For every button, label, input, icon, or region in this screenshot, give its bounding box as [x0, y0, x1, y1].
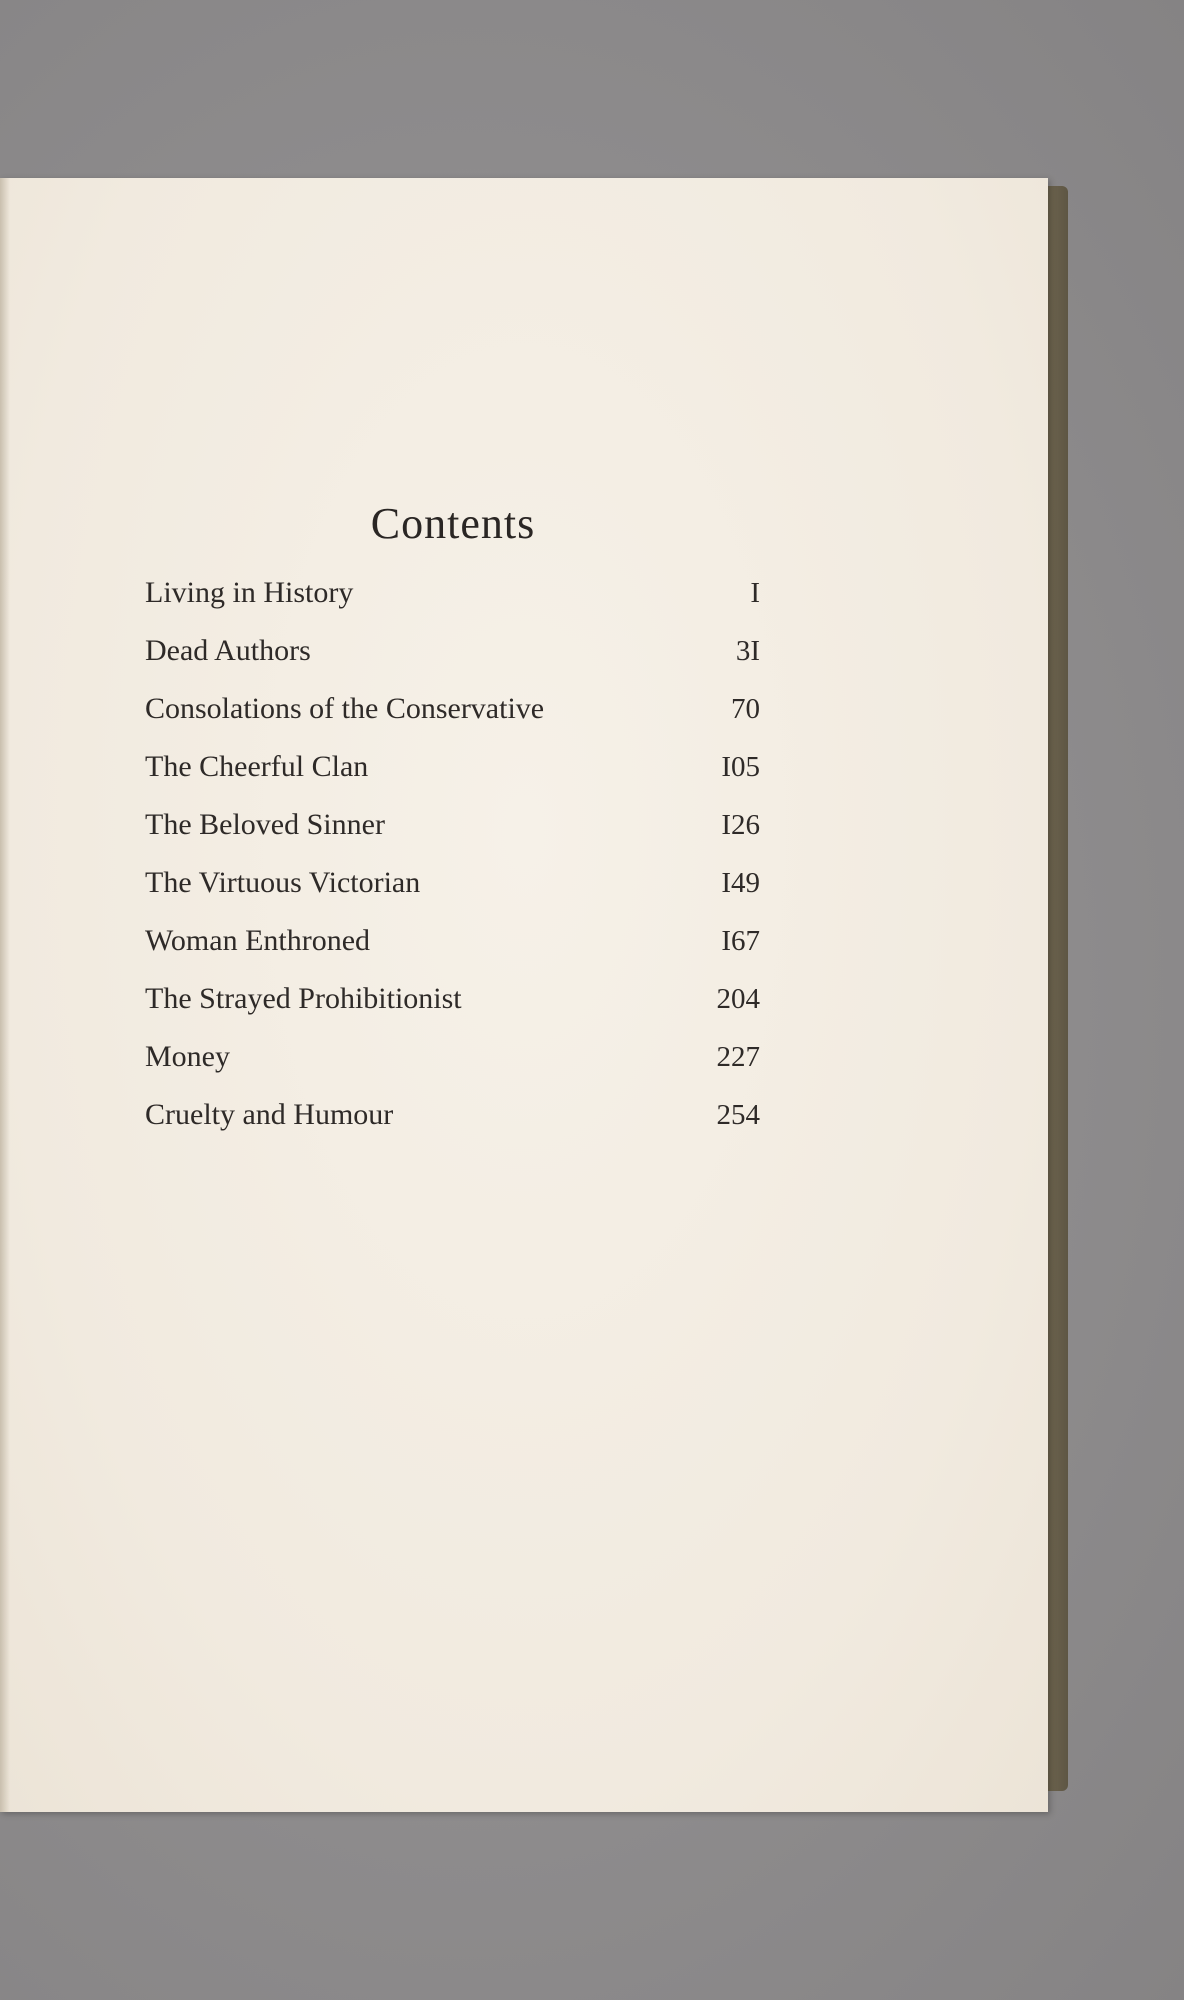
toc-entry-page: I — [750, 577, 760, 609]
book-page — [0, 178, 1048, 1812]
toc-entry-page: 70 — [731, 693, 760, 725]
toc-entry — [145, 750, 760, 808]
toc-entry-title: Dead Authors — [145, 634, 311, 667]
toc-entry-title: The Cheerful Clan — [145, 750, 369, 783]
toc-entry — [145, 634, 760, 692]
toc-entry — [145, 576, 760, 634]
toc-entry-page: I05 — [721, 751, 760, 783]
toc-entry — [145, 982, 760, 1040]
toc-entry-title: Woman Enthroned — [145, 924, 371, 957]
toc-entry-page: 254 — [716, 1099, 760, 1131]
toc-entry-title: The Virtuous Victorian — [145, 866, 421, 899]
toc-entry-page: 204 — [716, 983, 760, 1015]
toc-entry-page: I26 — [721, 809, 760, 841]
toc-entry — [145, 924, 760, 982]
toc-entry-title: The Strayed Prohibitionist — [145, 982, 462, 1015]
toc-entry — [145, 866, 760, 924]
toc-entry-page: I67 — [721, 925, 760, 957]
toc-entry-title: Cruelty and Humour — [145, 1098, 394, 1131]
toc-entry-title: Money — [145, 1040, 230, 1073]
table-of-contents — [145, 576, 760, 1156]
toc-entry-page: 3I — [735, 635, 760, 667]
toc-entry-title: Consolations of the Conservative — [145, 692, 545, 725]
toc-entry — [145, 692, 760, 750]
toc-entry-title: Living in History — [145, 576, 354, 609]
toc-entry-page: 227 — [716, 1041, 760, 1073]
toc-entry — [145, 808, 760, 866]
toc-entry-title: The Beloved Sinner — [145, 808, 385, 841]
toc-entry — [145, 1098, 760, 1156]
toc-entry-page: I49 — [721, 867, 760, 899]
toc-entry — [145, 1040, 760, 1098]
gutter-shadow — [0, 178, 10, 1812]
page-title: Contents — [370, 499, 536, 548]
